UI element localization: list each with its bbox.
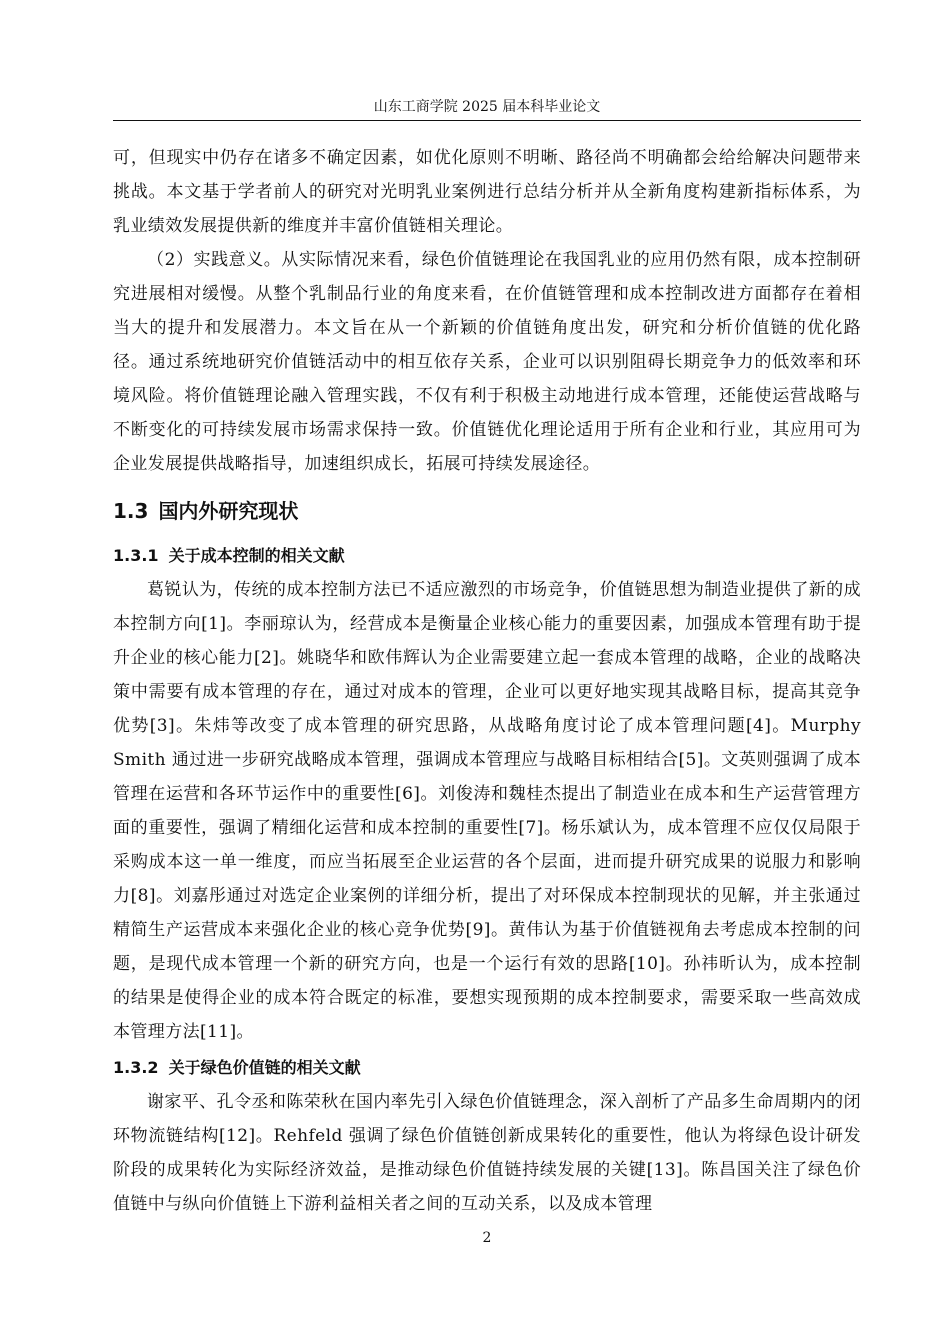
paragraph-continuation: 可，但现实中仍存在诸多不确定因素，如优化原则不明晰、路径尚不明确都会给给解决问题带来挑战。本文基于学者前人的研究对光明乳业案例进行总结分析并从全新角度构建新指标体系，为乳业绩效发展提供新的维度并丰富价值链相关理论。	[113, 148, 861, 236]
section-heading-1-3	[113, 495, 861, 527]
header-divider	[113, 120, 861, 121]
subsection-title: 关于成本控制的相关文献	[168, 546, 345, 565]
subsection-heading-1-3-2	[113, 1051, 861, 1085]
subsection-title: 关于绿色价值链的相关文献	[168, 1058, 361, 1077]
paragraph-green-value-chain-literature: 谢家平、孔令丞和陈荣秋在国内率先引入绿色价值链理念，深入剖析了产品多生命周期内的闭环物流链结构[12]。Rehfeld 强调了绿色价值链创新成果转化的重要性，他认为将绿色设计研发阶段的成果转化为实际经济效益，是推动绿色价值链持续发展的关键[13]。陈昌国关注了绿色价值链中与纵向价值链上下游利益相关者之间的互动关系，以及成本管理	[113, 1092, 861, 1214]
running-header: 山东工商学院 2025 届本科毕业论文	[373, 99, 601, 115]
subsection-number: 1.3.2	[113, 1058, 159, 1077]
section-number: 1.3	[113, 499, 149, 523]
subsection-heading-1-3-1	[113, 539, 861, 573]
paragraph-cost-control-literature: 葛锐认为，传统的成本控制方法已不适应激烈的市场竞争，价值链思想为制造业提供了新的成本控制方向[1]。李丽琼认为，经营成本是衡量企业核心能力的重要因素，加强成本管理有助于提升企业的核心能力[2]。姚晓华和欧伟辉认为企业需要建立起一套成本管理的战略，企业的战略决策中需要有成本管理的存在，通过对成本的管理，企业可以更好地实现其战略目标，提高其竞争优势[3]。朱炜等改变了成本管理的研究思路，从战略角度讨论了成本管理问题[4]。Murphy Smith 通过进一步研究战略成本管理，强调成本管理应与战略目标相结合[5]。文英则强调了成本管理在运营和各环节运作中的重要性[6]。刘俊涛和魏桂杰提出了制造业在成本和生产运营管理方面的重要性，强调了精细化运营和成本控制的重要性[7]。杨乐斌认为，成本管理不应仅仅局限于采购成本这一单一维度，而应当拓展至企业运营的各个层面，进而提升研究成果的说服力和影响力[8]。刘嘉彤通过对选定企业案例的详细分析，提出了对环保成本控制现状的见解，并主张通过精简生产运营成本来强化企业的核心竞争优势[9]。黄伟认为基于价值链视角去考虑成本控制的问题，是现代成本管理一个新的研究方向，也是一个运行有效的思路[10]。孙祎昕认为，成本控制的结果是使得企业的成本符合既定的标准，要想实现预期的成本控制要求，需要采取一些高效成本管理方法[11]。	[113, 580, 861, 1042]
subsection-number: 1.3.1	[113, 546, 159, 565]
body-text	[113, 141, 861, 1221]
paragraph-practical-significance: （2）实践意义。从实际情况来看，绿色价值链理论在我国乳业的应用仍然有限，成本控制研究进展相对缓慢。从整个乳制品行业的角度来看，在价值链管理和成本控制改进方面都存在着相当大的提升和发展潜力。本文旨在从一个新颖的价值链角度出发，研究和分析价值链的优化路径。通过系统地研究价值链活动中的相互依存关系，企业可以识别阻碍长期竞争力的低效率和环境风险。将价值链理论融入管理实践，不仅有利于积极主动地进行成本管理，还能使运营战略与不断变化的可持续发展市场需求保持一致。价值链优化理论适用于所有企业和行业，其应用可为企业发展提供战略指导，加速组织成长，拓展可持续发展途径。	[113, 250, 861, 474]
page-number: 2	[482, 1230, 492, 1246]
section-title: 国内外研究现状	[158, 499, 299, 523]
